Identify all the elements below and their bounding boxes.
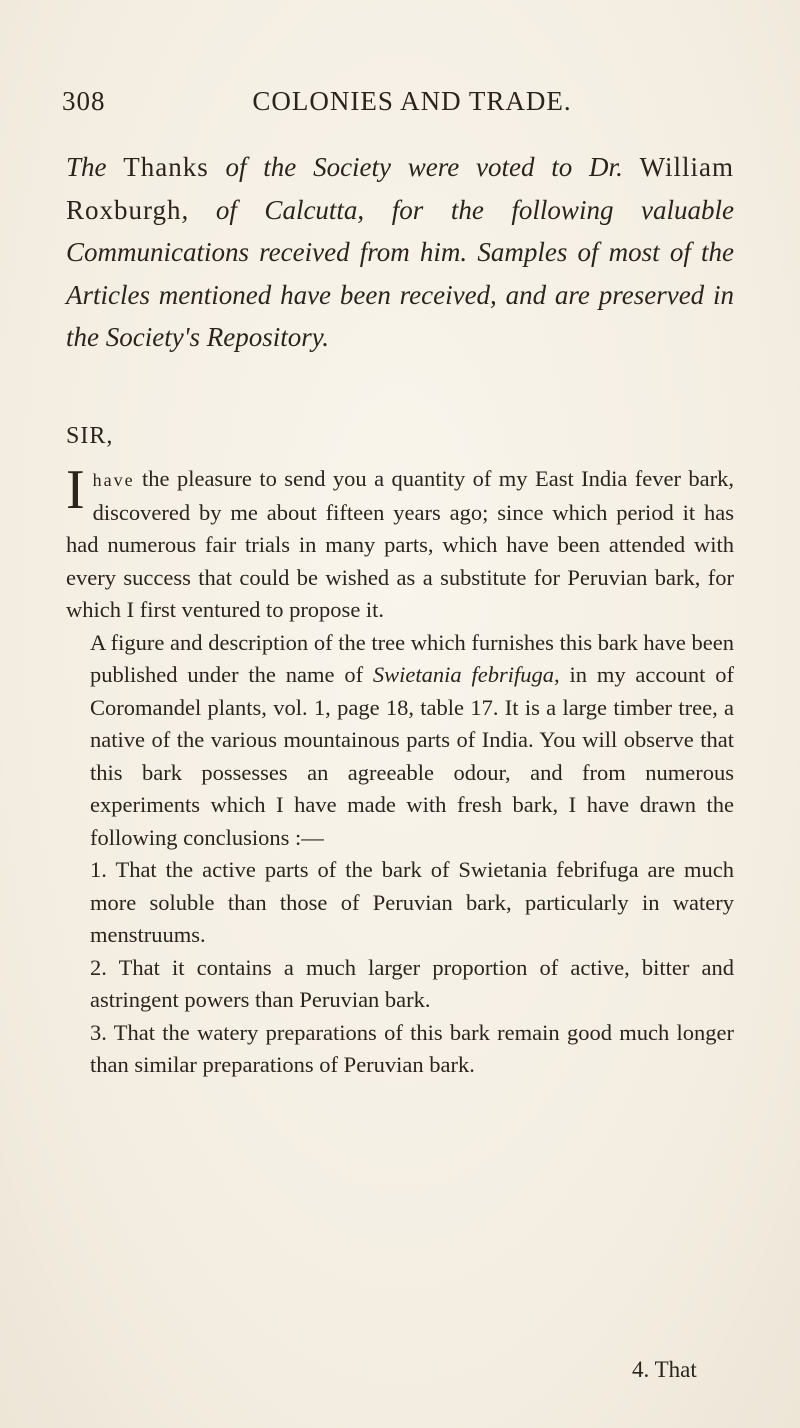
conclusion-2: 2. That it contains a much larger proportion of active, bitter and astringent powers than Peruvian bark. <box>90 954 734 1012</box>
intro-text-2: of the Society were voted to Dr. <box>208 152 640 182</box>
conclusion-3: 3. That the watery preparations of this bark remain good much longer than similar preparations of Peruvian bark. <box>90 1019 734 1077</box>
intro-text-3: , of Calcutta, for the following valuable Communications received from him. Samples of most of the Articles mentioned have been received, and are preserved in the Society's Repository. <box>66 194 734 352</box>
first-word: have <box>92 470 135 490</box>
letter-paragraph-2 <box>66 627 734 855</box>
paragraph-2-text-a: A figure and description of the tree which furnishes this bark have been published under the name of <box>90 629 734 687</box>
page-number: 308 <box>62 86 106 116</box>
intro-paragraph <box>66 146 734 359</box>
paragraph-2-text-b: , in my account of Coromandel plants, vol. 1, page 18, table 17. It is a large timber tree, a native of the various mountainous parts of India. You will observe that this bark possesses an agreeable odour, and from numerous experiments which I have made with fresh bark, I have drawn the following conclusions :— <box>90 662 734 850</box>
letter-paragraph-1 <box>66 459 734 627</box>
paragraph-1-text: the pleasure to send you a quantity of my East India fever bark, discovered by me about fifteen years ago; since which period it has had numerous fair trials in many parts, which have been attended with every success that could be wished as a substitute for Peruvian bark, for which I first ventured to propose it. <box>66 466 734 622</box>
page-header <box>62 86 752 126</box>
intro-name: William Roxburgh <box>66 152 734 225</box>
salutation: SIR, <box>66 423 114 449</box>
running-head: COLONIES AND TRADE. <box>252 86 572 116</box>
catchword: 4. That <box>632 1357 697 1382</box>
letter-body <box>66 459 734 1082</box>
conclusion-1: 1. That the active parts of the bark of Swietania febrifuga are much more soluble than those of Peruvian bark, particularly in watery menstruums. <box>90 857 734 947</box>
species-name: Swietania febrifuga <box>372 662 555 687</box>
intro-thanks: Thanks <box>123 152 209 182</box>
intro-text-1: The <box>66 152 124 182</box>
drop-cap: I <box>66 459 85 521</box>
